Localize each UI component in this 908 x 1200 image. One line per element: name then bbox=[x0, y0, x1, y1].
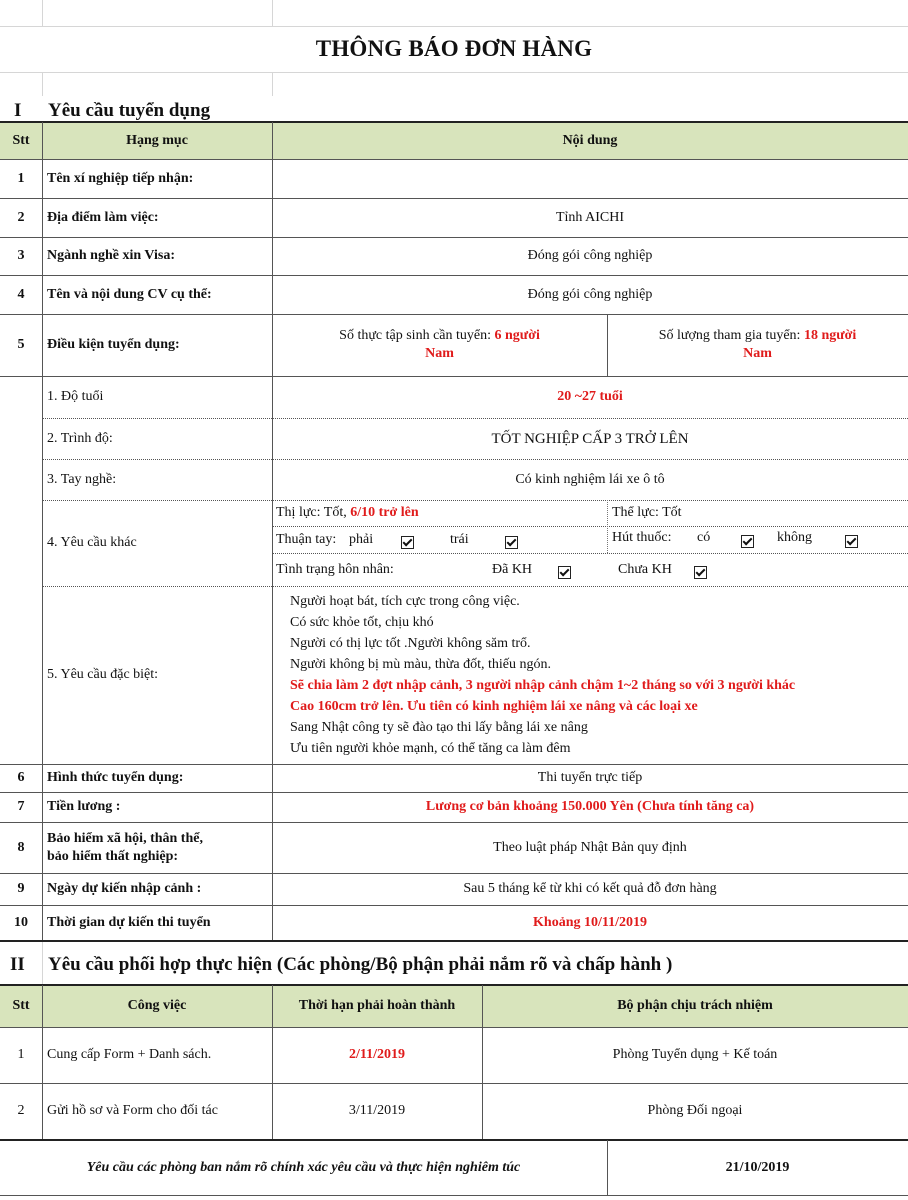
marital-status-label: Tình trạng hôn nhân: bbox=[276, 561, 394, 577]
row-4-label: Tên và nội dung CV cụ thể: bbox=[47, 286, 212, 302]
special-requirements-label: 5. Yêu cầu đặc biệt: bbox=[47, 667, 159, 682]
task-1-stt: 1 bbox=[17, 1047, 25, 1062]
row-8-value: Theo luật pháp Nhật Bản quy định bbox=[493, 839, 687, 855]
task-2-stt: 2 bbox=[17, 1103, 25, 1118]
participant-count-value: 18 người bbox=[803, 328, 857, 343]
row-9-label: Ngày dự kiến nhập cảnh : bbox=[47, 881, 202, 896]
row-6-value: Thi tuyển trực tiếp bbox=[537, 770, 643, 785]
special-requirements-list bbox=[290, 591, 795, 759]
row-8-label-line1: Bảo hiểm xã hội, thân thể, bbox=[47, 830, 203, 846]
task-1-deadline: 2/11/2019 bbox=[348, 1047, 405, 1062]
table2-header-stt: Stt bbox=[12, 998, 30, 1013]
task-2-name: Gửi hồ sơ và Form cho đối tác bbox=[47, 1103, 218, 1118]
footer-note: Yêu cầu các phòng ban nắm rõ chính xác yêu cầu và thực hiện nghiêm túc bbox=[86, 1159, 521, 1175]
task-2-department: Phòng Đối ngoại bbox=[647, 1103, 743, 1118]
row-1-stt: 1 bbox=[17, 170, 25, 186]
table1-header-item: Hạng mục bbox=[126, 132, 188, 148]
table2-header-department: Bộ phận chịu trách nhiệm bbox=[617, 998, 773, 1013]
single-checkbox[interactable] bbox=[694, 563, 707, 581]
single-label: Chưa KH bbox=[618, 561, 672, 577]
education-value: TỐT NGHIỆP CẤP 3 TRỞ LÊN bbox=[491, 430, 689, 447]
section-2-number: II bbox=[10, 954, 25, 975]
row-3-stt: 3 bbox=[17, 248, 25, 263]
row-10-label: Thời gian dự kiến thi tuyển bbox=[47, 914, 211, 930]
table1-header-stt: Stt bbox=[12, 132, 30, 148]
smoking-no-checkbox[interactable] bbox=[845, 532, 858, 550]
row-9-stt: 9 bbox=[17, 881, 25, 896]
eyesight-cell bbox=[276, 500, 606, 526]
skill-label: 3. Tay nghề: bbox=[47, 471, 117, 487]
age-value: 20 ~27 tuổi bbox=[557, 389, 623, 404]
handedness-left-checkbox[interactable] bbox=[505, 533, 518, 551]
row-1-label: Tên xí nghiệp tiếp nhận: bbox=[47, 170, 194, 186]
row-6-label: Hình thức tuyển dụng: bbox=[47, 770, 184, 785]
married-label: Đã KH bbox=[492, 561, 533, 577]
task-2-deadline: 3/11/2019 bbox=[348, 1103, 406, 1118]
participant-count-cell bbox=[607, 314, 908, 376]
other-requirements-label: 4. Yêu cầu khác bbox=[47, 535, 137, 550]
row-8-label-line2: bảo hiểm thất nghiệp: bbox=[47, 848, 179, 864]
footer-date: 21/10/2019 bbox=[725, 1159, 790, 1175]
row-5-label: Điều kiện tuyển dụng: bbox=[47, 337, 180, 352]
fitness-cell: Thể lực: Tốt bbox=[612, 505, 682, 520]
handedness-right-checkbox[interactable] bbox=[401, 533, 414, 551]
row-9-value: Sau 5 tháng kể từ khi có kết quả đỗ đơn hàng bbox=[463, 881, 717, 896]
married-checkbox[interactable] bbox=[558, 563, 571, 581]
row-2-value: Tỉnh AICHI bbox=[555, 209, 625, 225]
row-8-stt: 8 bbox=[17, 839, 25, 855]
special-requirement-line-highlight: Sẽ chia làm 2 đợt nhập cảnh, 3 người nhập cảnh chậm 1~2 tháng so với 3 người khác bbox=[290, 678, 796, 693]
row-4-stt: 4 bbox=[17, 286, 25, 302]
special-requirement-line: Người không bị mù màu, thừa đốt, thiếu ngón. bbox=[290, 657, 551, 672]
eyesight-prefix: Thị lực: Tốt, bbox=[276, 505, 347, 520]
table1-header-content: Nội dung bbox=[562, 132, 618, 148]
section-1-number: I bbox=[14, 100, 22, 121]
table2-header-task: Công việc bbox=[127, 998, 187, 1013]
recruit-count-gender: Nam bbox=[425, 346, 454, 361]
age-label: 1. Độ tuổi bbox=[47, 389, 104, 404]
row-2-label: Địa điểm làm việc: bbox=[47, 209, 159, 225]
special-requirement-line: Sang Nhật công ty sẽ đào tạo thi lấy bằng lái xe nâng bbox=[290, 720, 588, 735]
row-10-stt: 10 bbox=[14, 914, 28, 930]
recruit-count-value: 6 người bbox=[494, 328, 540, 343]
special-requirement-line: Người có thị lực tốt .Người không săm trổ. bbox=[290, 636, 531, 651]
section-2-title: Yêu cầu phối hợp thực hiện (Các phòng/Bộ phận phải nắm rõ và chấp hành ) bbox=[48, 954, 673, 975]
special-requirement-line: Có sức khỏe tốt, chịu khó bbox=[290, 615, 434, 630]
special-requirement-line: Ưu tiên người khỏe mạnh, có thể tăng ca làm đêm bbox=[290, 741, 571, 756]
row-3-value: Đóng gói công nghiệp bbox=[527, 248, 653, 263]
smoking-yes-checkbox[interactable] bbox=[741, 532, 754, 550]
special-requirement-line: Người hoạt bát, tích cực trong công việc. bbox=[290, 594, 520, 609]
section-1-title: Yêu cầu tuyển dụng bbox=[48, 100, 211, 121]
eyesight-value: 6/10 trở lên bbox=[350, 505, 419, 520]
handedness-right-label: phải bbox=[349, 531, 374, 547]
row-3-label: Ngành nghề xin Visa: bbox=[47, 248, 175, 263]
recruit-count-cell bbox=[272, 314, 607, 376]
recruit-count-prefix: Số thực tập sinh cần tuyển: bbox=[339, 328, 495, 343]
exam-date-value: Khoảng 10/11/2019 bbox=[533, 914, 647, 930]
skill-value: Có kinh nghiệm lái xe ô tô bbox=[515, 471, 665, 487]
salary-value: Lương cơ bản khoảng 150.000 Yên (Chưa tính tăng ca) bbox=[425, 799, 755, 814]
handedness-left-label: trái bbox=[450, 531, 469, 547]
row-4-value: Đóng gói công nghiệp bbox=[527, 286, 653, 302]
row-8-label bbox=[47, 822, 272, 873]
participant-count-prefix: Số lượng tham gia tuyển: bbox=[658, 328, 804, 343]
row-7-label: Tiền lương : bbox=[47, 799, 121, 814]
smoking-no-label: không bbox=[777, 530, 812, 545]
row-6-stt: 6 bbox=[17, 770, 25, 785]
education-label: 2. Trình độ: bbox=[47, 430, 113, 446]
smoking-yes-label: có bbox=[697, 530, 711, 545]
row-5-stt: 5 bbox=[17, 337, 25, 352]
table2-header-deadline: Thời hạn phải hoàn thành bbox=[298, 998, 456, 1013]
row-1-value bbox=[272, 159, 908, 198]
task-1-name: Cung cấp Form + Danh sách. bbox=[47, 1047, 212, 1062]
page-title: THÔNG BÁO ĐƠN HÀNG bbox=[315, 36, 593, 61]
row-7-stt: 7 bbox=[17, 799, 25, 814]
smoking-label: Hút thuốc: bbox=[612, 530, 672, 545]
handedness-label: Thuận tay: bbox=[276, 531, 337, 547]
participant-count-gender: Nam bbox=[743, 346, 772, 361]
task-1-department: Phòng Tuyển dụng + Kế toán bbox=[612, 1047, 778, 1062]
special-requirement-line-highlight: Cao 160cm trở lên. Ưu tiên có kinh nghiệm lái xe nâng và các loại xe bbox=[290, 699, 698, 714]
row-2-stt: 2 bbox=[17, 209, 25, 225]
